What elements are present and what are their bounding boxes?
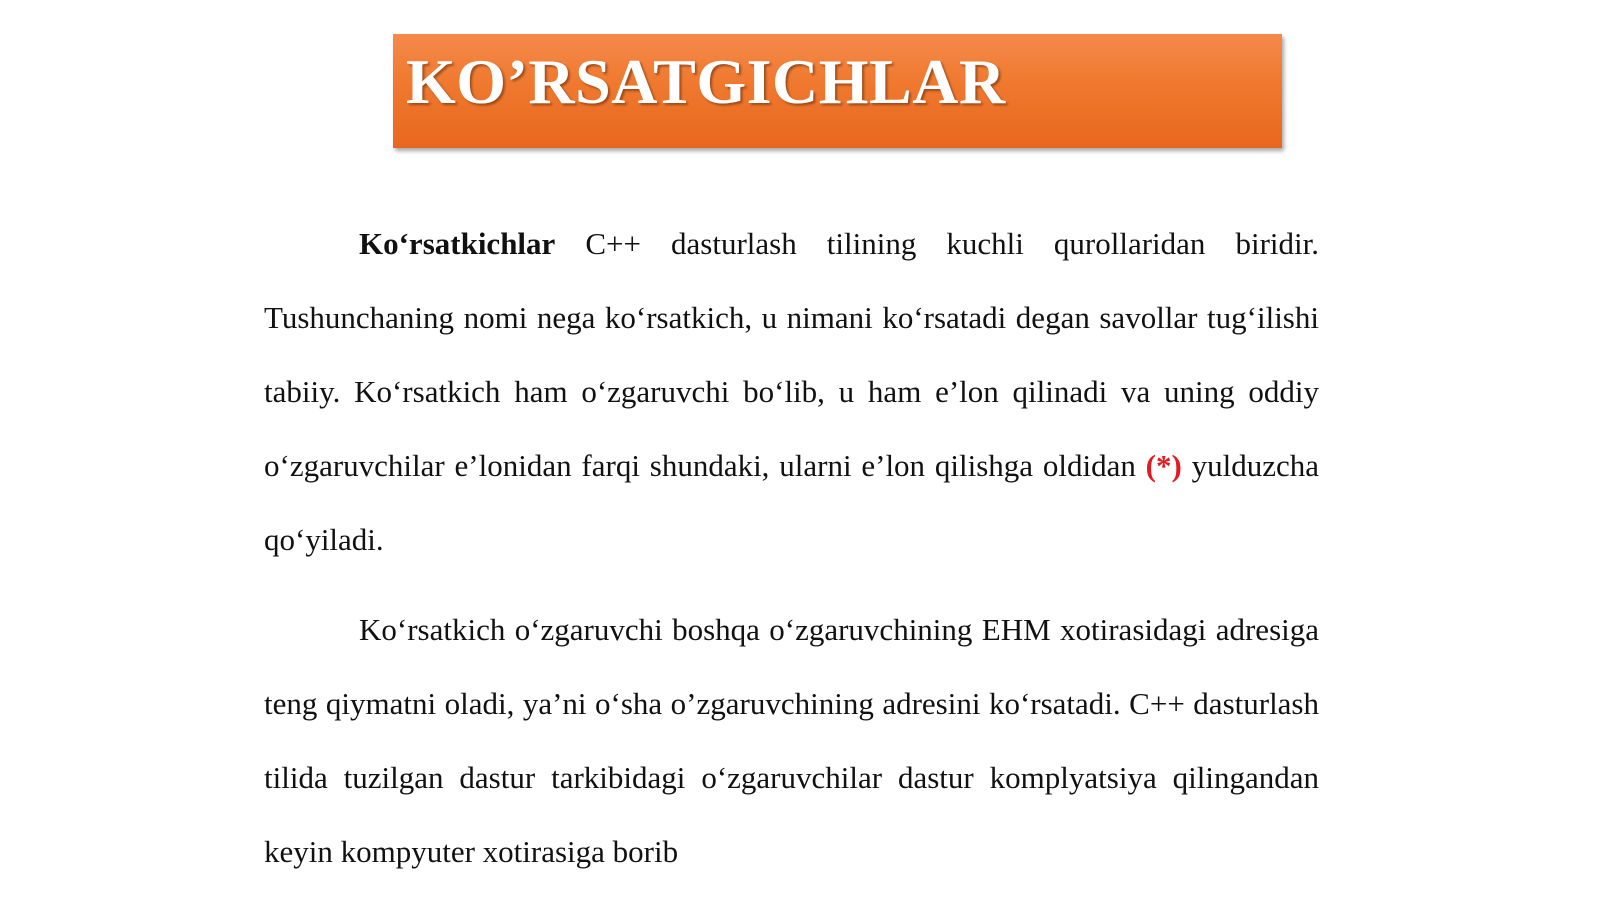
paragraph-2-text: Ko‘rsatkich o‘zgaruvchi boshqa o‘zgaruvchining EHM xotirasidagi adresiga teng qiymatni oladi, ya’ni o‘sha o’zgaruvchining adresini ko‘rsatadi. C++ dasturlash tilida tuzilgan dastur tarkibidagi o‘zgaruvchilar dastur komplyatsiya qilingandan keyin kompyuter xotirasiga borib: [264, 612, 1319, 869]
title-banner: [393, 34, 1282, 148]
slide-title: KO’RSATGICHLAR: [406, 46, 1006, 117]
body-text: [264, 207, 1319, 889]
term-bold: Ko‘rsatkichlar: [359, 226, 556, 261]
paragraph-1: [264, 207, 1319, 577]
asterisk-marker: (*): [1145, 448, 1182, 483]
paragraph-1-ending: yulduzcha qo‘yiladi.: [264, 448, 1319, 557]
paragraph-1-text: C++ dasturlash tilining kuchli qurollaridan biridir. Tushunchaning nomi nega ko‘rsatkich, u nimani ko‘rsatadi degan savollar tug‘ilishi tabiiy. Ko‘rsatkich ham o‘zgaruvchi bo‘lib, u ham e’lon qilinadi va uning oddiy o‘zgaruvchilar e’lonidan farqi shundaki, ularni e’lon qilishga oldidan: [264, 226, 1319, 483]
paragraph-2: [264, 593, 1319, 889]
